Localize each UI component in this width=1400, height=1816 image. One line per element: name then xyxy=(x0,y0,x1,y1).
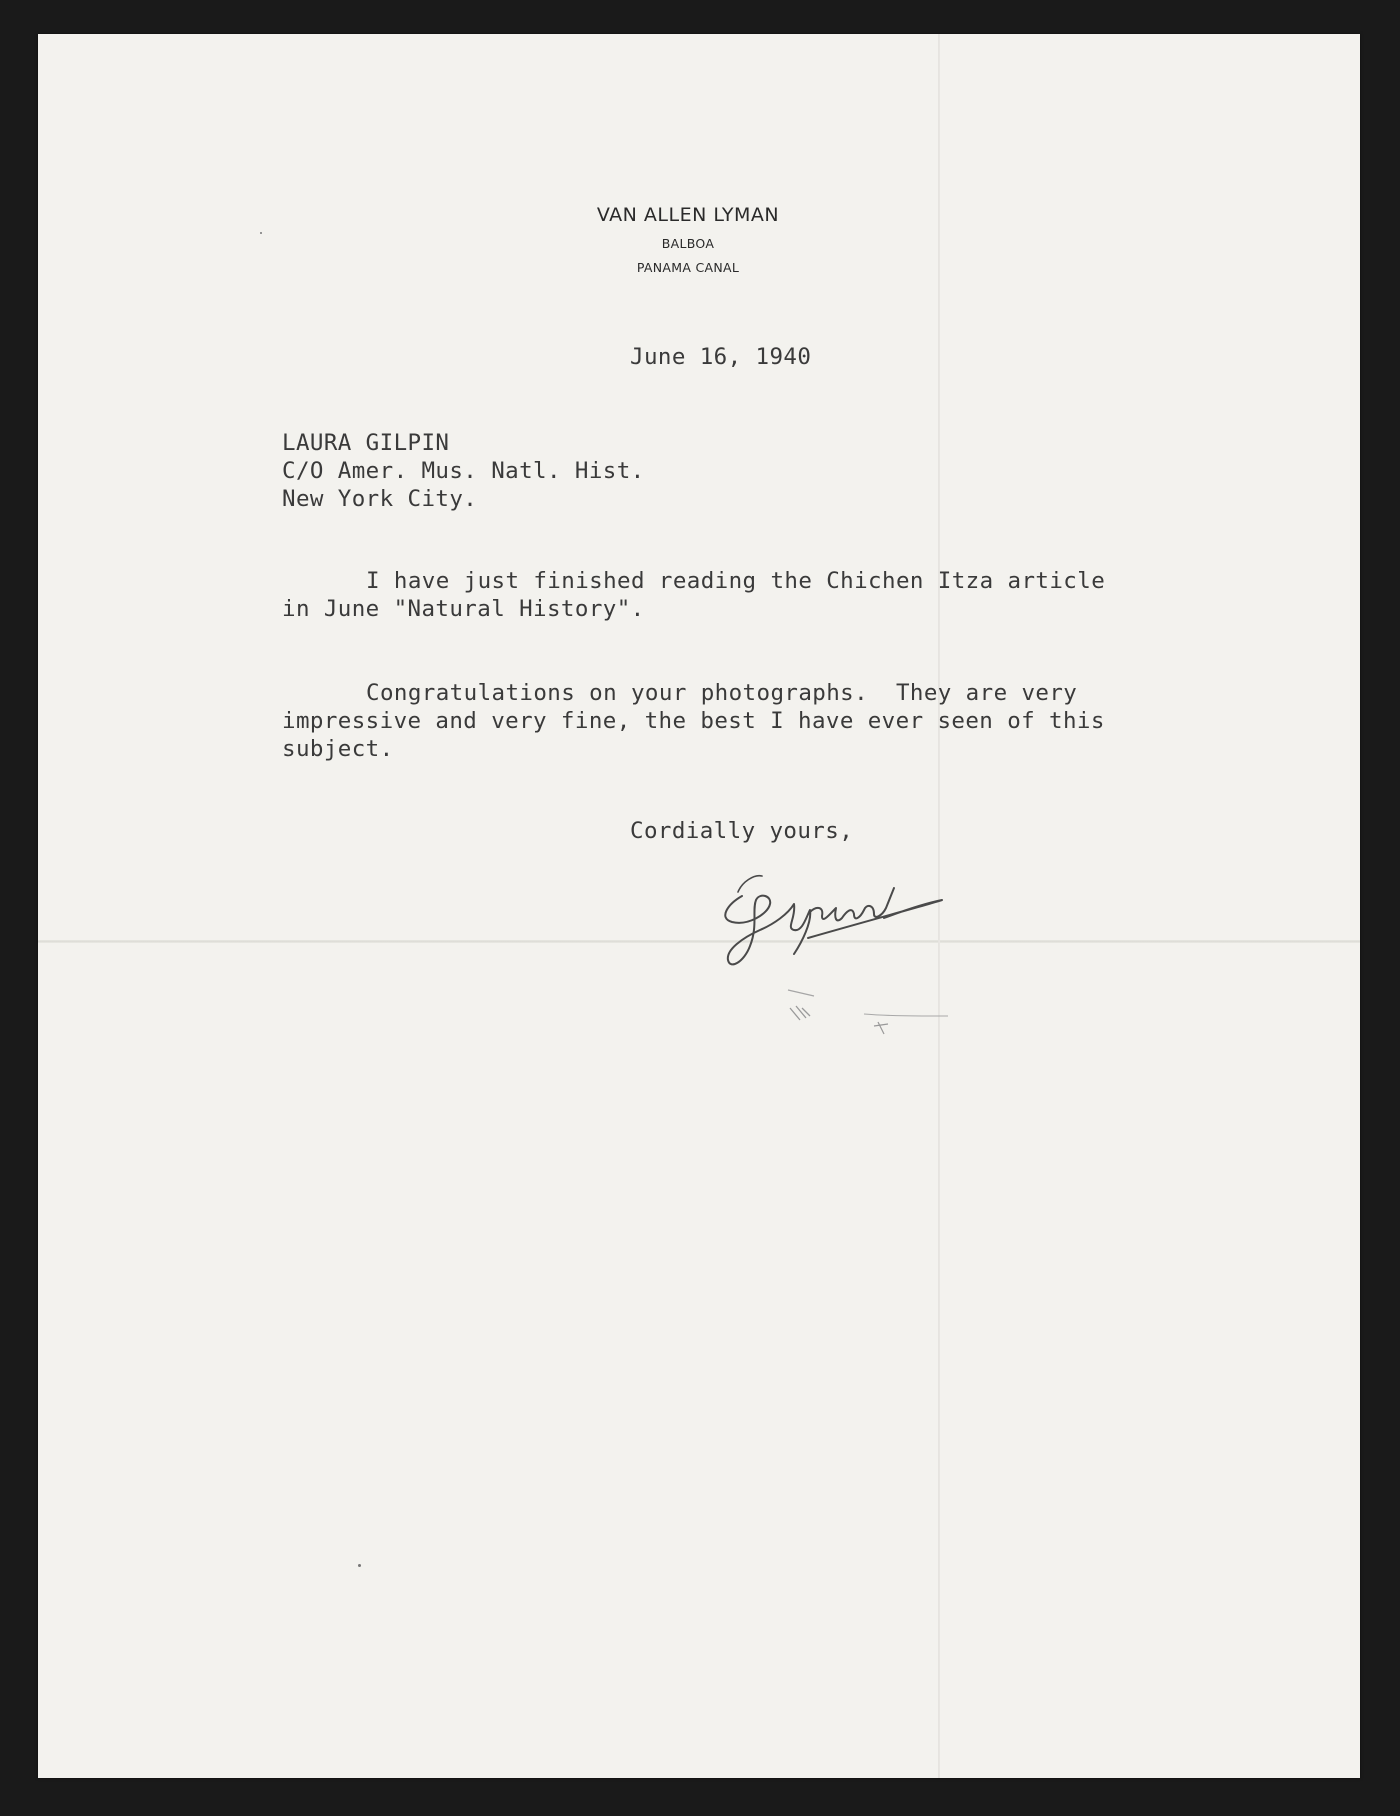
ink-smudge xyxy=(778,984,978,1044)
paragraph-2-line-2: impressive and very fine, the best I have ever seen of this xyxy=(282,708,1105,734)
recipient-address-line: C/O Amer. Mus. Natl. Hist. xyxy=(282,458,645,484)
closing: Cordially yours, xyxy=(630,818,854,844)
letterhead-city: BALBOA xyxy=(661,236,715,251)
paper-speck xyxy=(358,1564,361,1567)
letterhead-country: PANAMA CANAL xyxy=(636,260,740,275)
paper-speck xyxy=(260,232,262,234)
paragraph-2-line-3: subject. xyxy=(282,736,394,762)
handwritten-signature xyxy=(698,834,998,984)
paragraph-2-line-1: Congratulations on your photographs. They are very xyxy=(366,680,1078,706)
letterhead-name: VAN ALLEN LYMAN xyxy=(596,204,780,226)
letter-date: June 16, 1940 xyxy=(630,344,812,370)
recipient-city: New York City. xyxy=(282,486,478,512)
paragraph-1-line-1: I have just finished reading the Chichen Itza article xyxy=(366,568,1106,594)
paragraph-1-line-2: in June "Natural History". xyxy=(282,596,645,622)
letter-page xyxy=(38,34,1360,1778)
recipient-name: LAURA GILPIN xyxy=(282,430,450,456)
